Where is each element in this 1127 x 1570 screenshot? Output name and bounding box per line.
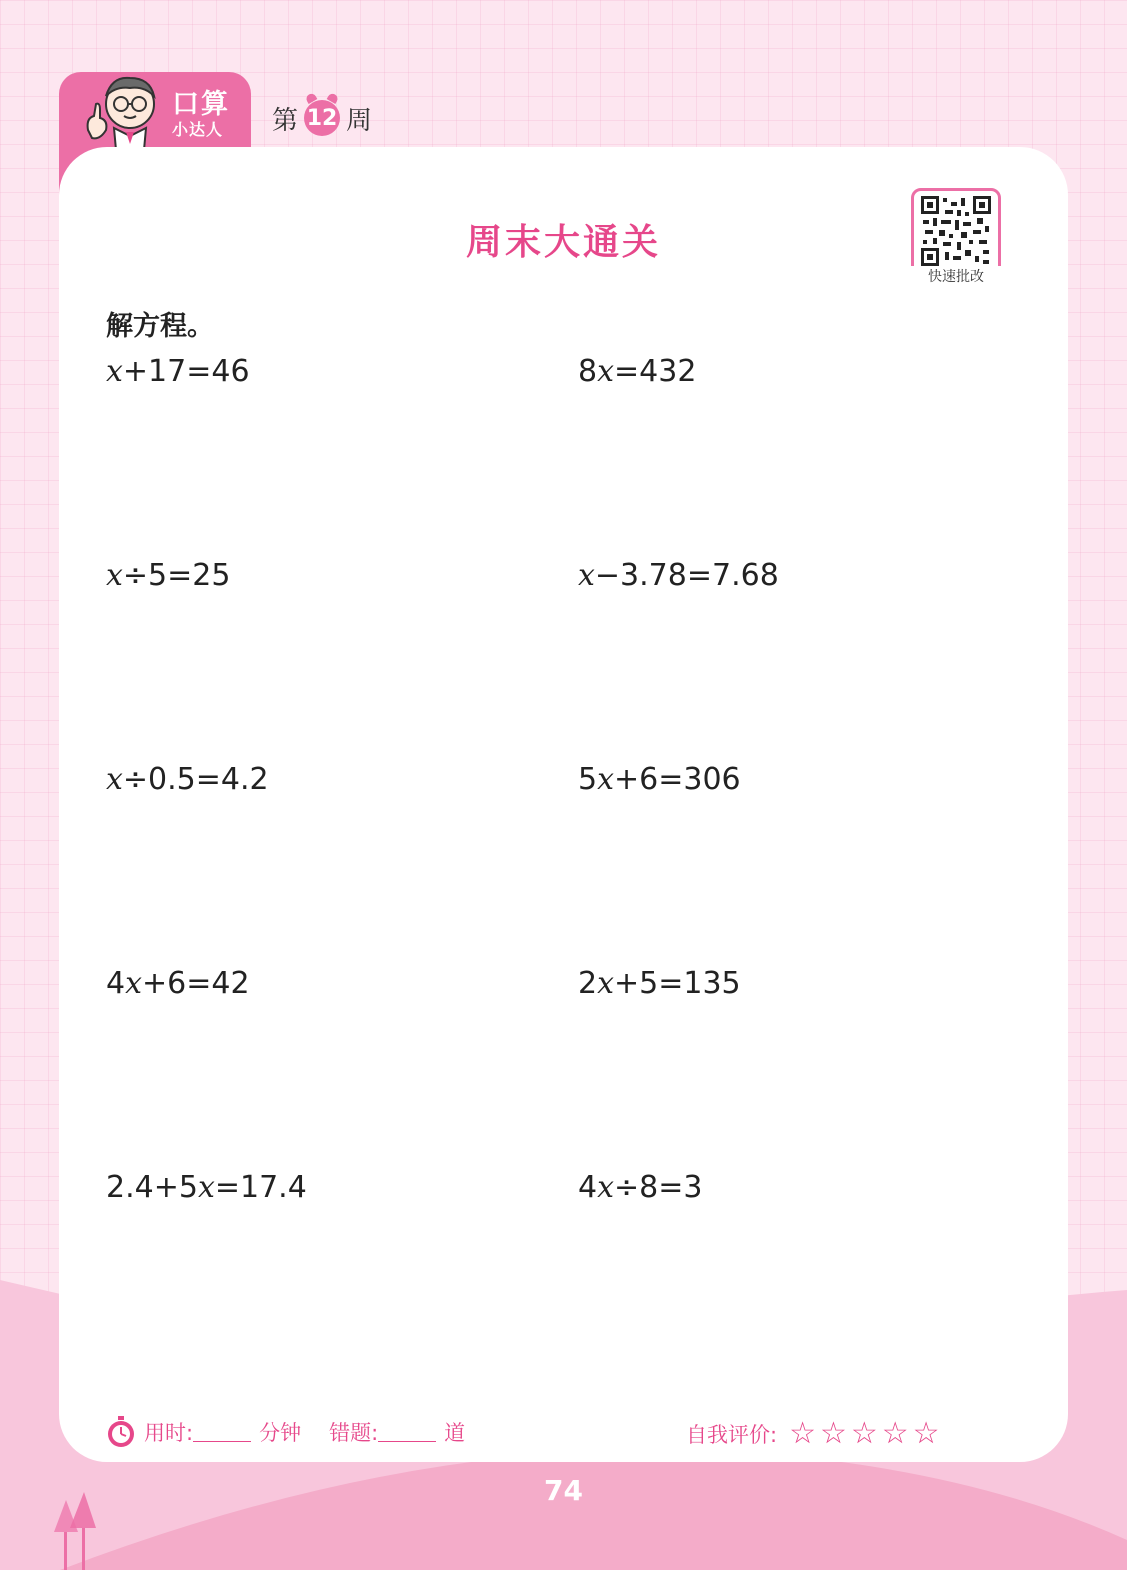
- equation: 2.4+5x=17.4: [106, 1170, 307, 1205]
- star-rating[interactable]: ☆☆☆☆☆: [789, 1416, 944, 1451]
- week-number-badge: 12: [304, 100, 340, 136]
- brand-title: 口算: [172, 89, 230, 120]
- equation: 8x=432: [578, 354, 697, 389]
- errors-label: 错题:: [329, 1421, 379, 1445]
- stopwatch-icon: [106, 1416, 136, 1448]
- errors-input[interactable]: [378, 1423, 436, 1442]
- week-indicator: [272, 98, 372, 138]
- page-title: 周末大通关: [465, 222, 661, 263]
- footer-time-errors: [106, 1416, 465, 1448]
- equation: 5x+6=306: [578, 762, 741, 797]
- equation: 4x+6=42: [106, 966, 250, 1001]
- qr-code[interactable]: [911, 188, 1001, 278]
- errors-unit: 道: [444, 1421, 466, 1445]
- equation: 4x÷8=3: [578, 1170, 703, 1205]
- equation: 2x+5=135: [578, 966, 741, 1001]
- mascot-boy-icon: [78, 70, 168, 150]
- self-eval-label: 自我评价:: [686, 1422, 778, 1447]
- equation: x+17=46: [106, 354, 250, 389]
- brand-subtitle: 小达人: [172, 120, 224, 139]
- time-unit: 分钟: [259, 1421, 302, 1445]
- qr-label: 快速批改: [911, 266, 1001, 286]
- worksheet-card: [59, 147, 1068, 1462]
- equation: x−3.78=7.68: [578, 558, 779, 593]
- week-prefix: 第: [272, 105, 299, 136]
- page-number: 74: [544, 1474, 583, 1507]
- time-input[interactable]: [193, 1423, 251, 1442]
- equation: x÷5=25: [106, 558, 231, 593]
- footer-self-eval: [686, 1416, 944, 1451]
- week-suffix: 周: [346, 105, 373, 136]
- time-label: 用时:: [144, 1421, 194, 1445]
- instruction: 解方程。: [106, 311, 214, 342]
- qr-code-icon: [921, 196, 991, 266]
- equation: x÷0.5=4.2: [106, 762, 269, 797]
